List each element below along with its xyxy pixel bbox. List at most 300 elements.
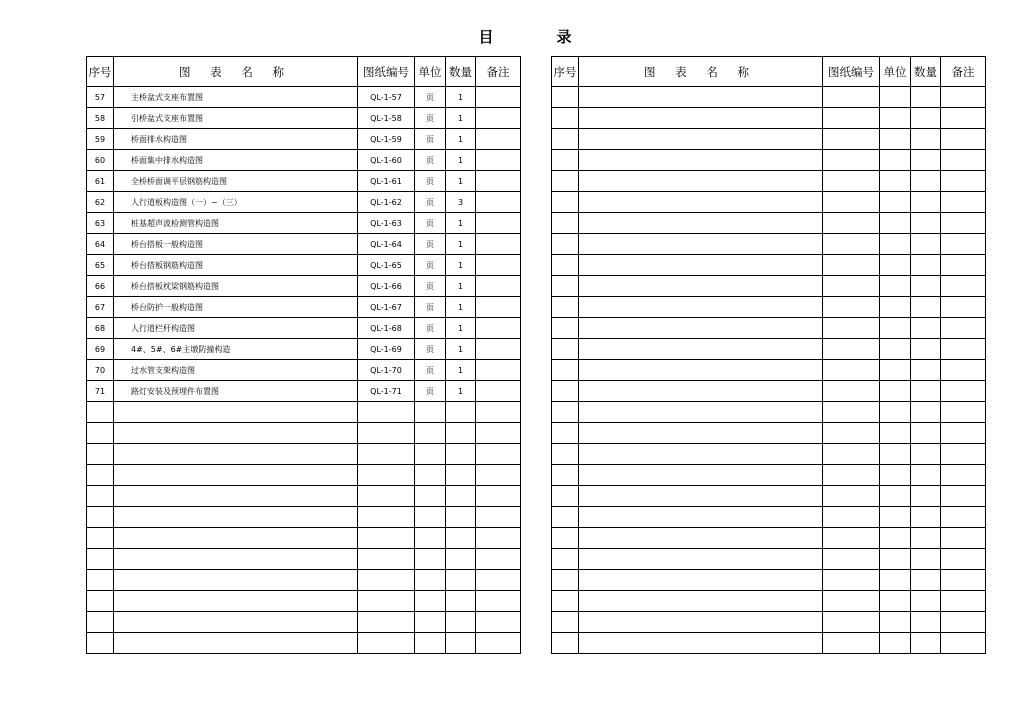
cell-name — [579, 192, 823, 213]
cell-drawing-no — [823, 633, 880, 654]
cell-remark — [941, 192, 986, 213]
cell-unit — [415, 591, 446, 612]
cell-seq — [552, 465, 579, 486]
cell-unit — [880, 528, 911, 549]
cell-qty: 1 — [446, 360, 476, 381]
cell-drawing-no: QL-1-70 — [358, 360, 415, 381]
cell-unit: 页 — [415, 129, 446, 150]
table-row — [87, 234, 521, 255]
cell-qty — [911, 486, 941, 507]
index-table-right — [551, 56, 986, 654]
table-row — [552, 591, 986, 612]
cell-name: 引桥盆式支座布置图 — [114, 108, 358, 129]
cell-name — [114, 444, 358, 465]
header-drawing-no: 图纸编号 — [358, 57, 415, 87]
cell-seq — [552, 339, 579, 360]
cell-unit — [880, 549, 911, 570]
cell-unit — [880, 150, 911, 171]
cell-name: 全桥桥面调平层钢筋构造图 — [114, 171, 358, 192]
cell-seq: 57 — [87, 87, 114, 108]
cell-qty — [446, 528, 476, 549]
cell-name: 桥台防护一般构造图 — [114, 297, 358, 318]
cell-unit — [880, 108, 911, 129]
cell-name: 桥台搭板枕梁钢筋构造图 — [114, 276, 358, 297]
cell-remark — [476, 108, 521, 129]
cell-remark — [941, 423, 986, 444]
cell-seq — [552, 87, 579, 108]
cell-remark — [476, 402, 521, 423]
cell-qty: 1 — [446, 234, 476, 255]
table-row — [552, 381, 986, 402]
table-row — [87, 87, 521, 108]
table-row — [552, 318, 986, 339]
cell-drawing-no — [358, 444, 415, 465]
cell-unit: 页 — [415, 171, 446, 192]
table-row — [87, 255, 521, 276]
cell-seq: 68 — [87, 318, 114, 339]
cell-name — [114, 528, 358, 549]
cell-remark — [476, 486, 521, 507]
cell-unit: 页 — [415, 339, 446, 360]
cell-drawing-no — [823, 171, 880, 192]
cell-seq — [87, 423, 114, 444]
table-row — [87, 465, 521, 486]
cell-remark — [941, 276, 986, 297]
table-row — [552, 444, 986, 465]
cell-seq — [87, 528, 114, 549]
table-row — [87, 297, 521, 318]
cell-remark — [941, 108, 986, 129]
cell-drawing-no: QL-1-65 — [358, 255, 415, 276]
cell-qty — [446, 570, 476, 591]
cell-remark — [941, 234, 986, 255]
cell-qty: 1 — [446, 297, 476, 318]
cell-qty — [911, 129, 941, 150]
cell-qty: 1 — [446, 255, 476, 276]
table-row — [552, 360, 986, 381]
table-row — [552, 150, 986, 171]
cell-qty: 1 — [446, 87, 476, 108]
cell-drawing-no — [358, 486, 415, 507]
cell-name — [579, 255, 823, 276]
cell-drawing-no — [823, 318, 880, 339]
cell-seq — [552, 192, 579, 213]
cell-qty — [911, 108, 941, 129]
cell-qty: 1 — [446, 129, 476, 150]
cell-qty — [911, 297, 941, 318]
cell-unit — [880, 591, 911, 612]
cell-remark — [941, 402, 986, 423]
table-row — [87, 360, 521, 381]
cell-name — [579, 507, 823, 528]
cell-remark — [941, 486, 986, 507]
cell-name — [579, 276, 823, 297]
cell-drawing-no — [823, 276, 880, 297]
cell-name — [114, 423, 358, 444]
cell-qty: 1 — [446, 108, 476, 129]
cell-remark — [476, 171, 521, 192]
header-row — [552, 57, 986, 87]
cell-remark — [941, 465, 986, 486]
cell-seq — [87, 444, 114, 465]
cell-seq — [552, 528, 579, 549]
cell-qty — [911, 360, 941, 381]
table-row — [87, 381, 521, 402]
cell-seq: 58 — [87, 108, 114, 129]
cell-drawing-no — [823, 213, 880, 234]
cell-drawing-no: QL-1-59 — [358, 129, 415, 150]
cell-qty — [911, 507, 941, 528]
cell-seq — [552, 150, 579, 171]
cell-seq: 67 — [87, 297, 114, 318]
cell-seq — [552, 213, 579, 234]
table-row — [87, 528, 521, 549]
cell-name: 过水管支架构造图 — [114, 360, 358, 381]
table-row — [87, 486, 521, 507]
cell-remark — [941, 549, 986, 570]
table-row — [87, 444, 521, 465]
cell-drawing-no: QL-1-63 — [358, 213, 415, 234]
cell-seq: 69 — [87, 339, 114, 360]
cell-name: 主桥盆式支座布置图 — [114, 87, 358, 108]
cell-drawing-no: QL-1-60 — [358, 150, 415, 171]
cell-qty — [911, 339, 941, 360]
cell-remark — [941, 318, 986, 339]
cell-seq — [552, 402, 579, 423]
cell-remark — [476, 87, 521, 108]
cell-qty — [911, 381, 941, 402]
header-seq: 序号 — [552, 57, 579, 87]
cell-seq — [552, 318, 579, 339]
cell-drawing-no — [358, 402, 415, 423]
cell-remark — [476, 549, 521, 570]
cell-unit — [880, 381, 911, 402]
table-row — [87, 549, 521, 570]
cell-unit — [880, 171, 911, 192]
cell-qty — [911, 465, 941, 486]
cell-name — [579, 213, 823, 234]
cell-remark — [476, 570, 521, 591]
cell-name — [579, 87, 823, 108]
cell-drawing-no: QL-1-58 — [358, 108, 415, 129]
cell-seq — [552, 486, 579, 507]
cell-unit — [415, 570, 446, 591]
cell-unit — [880, 612, 911, 633]
cell-name: 桥面集中排水构造图 — [114, 150, 358, 171]
cell-drawing-no — [823, 381, 880, 402]
table-row — [552, 423, 986, 444]
cell-name: 4#、5#、6#主墩防撞构造 — [114, 339, 358, 360]
table-row — [87, 633, 521, 654]
cell-remark — [941, 339, 986, 360]
header-unit: 单位 — [880, 57, 911, 87]
table-row — [552, 297, 986, 318]
cell-seq — [552, 171, 579, 192]
cell-drawing-no: QL-1-66 — [358, 276, 415, 297]
cell-drawing-no — [823, 612, 880, 633]
cell-drawing-no — [358, 549, 415, 570]
table-row — [552, 507, 986, 528]
cell-qty — [911, 234, 941, 255]
table-row — [87, 612, 521, 633]
cell-remark — [941, 444, 986, 465]
cell-drawing-no: QL-1-62 — [358, 192, 415, 213]
cell-qty — [911, 423, 941, 444]
cell-unit — [880, 213, 911, 234]
cell-name — [114, 612, 358, 633]
cell-qty — [911, 528, 941, 549]
cell-remark — [476, 612, 521, 633]
cell-remark — [941, 381, 986, 402]
cell-remark — [476, 318, 521, 339]
cell-seq — [87, 507, 114, 528]
cell-unit: 页 — [415, 255, 446, 276]
cell-unit — [415, 507, 446, 528]
header-unit: 单位 — [415, 57, 446, 87]
table-row — [552, 87, 986, 108]
cell-unit — [415, 486, 446, 507]
cell-name — [579, 612, 823, 633]
cell-name — [579, 150, 823, 171]
cell-remark — [941, 612, 986, 633]
cell-drawing-no: QL-1-71 — [358, 381, 415, 402]
cell-seq — [552, 423, 579, 444]
cell-unit — [880, 129, 911, 150]
cell-unit: 页 — [415, 276, 446, 297]
table-row — [87, 402, 521, 423]
table-row — [87, 276, 521, 297]
cell-qty — [446, 507, 476, 528]
table-row — [87, 108, 521, 129]
cell-qty — [446, 612, 476, 633]
cell-remark — [476, 633, 521, 654]
cell-qty — [911, 591, 941, 612]
cell-unit: 页 — [415, 297, 446, 318]
cell-drawing-no — [823, 507, 880, 528]
cell-qty — [446, 423, 476, 444]
cell-qty: 1 — [446, 213, 476, 234]
cell-unit — [415, 444, 446, 465]
cell-unit — [880, 339, 911, 360]
cell-drawing-no — [358, 612, 415, 633]
cell-seq — [552, 297, 579, 318]
table-row — [552, 465, 986, 486]
cell-seq — [87, 402, 114, 423]
cell-name — [114, 549, 358, 570]
cell-qty — [911, 318, 941, 339]
cell-qty: 1 — [446, 318, 476, 339]
cell-name — [114, 465, 358, 486]
cell-name — [114, 486, 358, 507]
cell-seq: 62 — [87, 192, 114, 213]
cell-qty — [911, 213, 941, 234]
cell-seq — [552, 129, 579, 150]
cell-name — [579, 486, 823, 507]
cell-remark — [476, 234, 521, 255]
cell-remark — [941, 213, 986, 234]
cell-seq: 70 — [87, 360, 114, 381]
cell-name — [114, 507, 358, 528]
table-row — [552, 108, 986, 129]
cell-unit: 页 — [415, 360, 446, 381]
cell-unit — [880, 570, 911, 591]
cell-name: 桥台搭板一般构造图 — [114, 234, 358, 255]
table-row — [87, 507, 521, 528]
cell-remark — [476, 150, 521, 171]
cell-qty — [446, 402, 476, 423]
cell-unit — [415, 612, 446, 633]
cell-unit — [880, 360, 911, 381]
cell-unit — [880, 507, 911, 528]
cell-seq — [87, 486, 114, 507]
cell-seq — [552, 444, 579, 465]
cell-drawing-no — [823, 108, 880, 129]
cell-qty — [446, 549, 476, 570]
cell-unit — [415, 402, 446, 423]
cell-seq — [552, 507, 579, 528]
cell-name — [579, 528, 823, 549]
cell-remark — [476, 591, 521, 612]
cell-seq — [552, 591, 579, 612]
table-row — [552, 129, 986, 150]
cell-unit — [880, 87, 911, 108]
cell-unit — [880, 234, 911, 255]
cell-qty — [911, 570, 941, 591]
cell-remark — [476, 423, 521, 444]
cell-qty — [911, 444, 941, 465]
cell-qty: 1 — [446, 339, 476, 360]
table-row — [552, 213, 986, 234]
header-seq: 序号 — [87, 57, 114, 87]
cell-seq — [552, 612, 579, 633]
cell-seq — [552, 276, 579, 297]
page-title: 目 录 — [478, 28, 596, 46]
cell-name — [114, 402, 358, 423]
cell-seq: 59 — [87, 129, 114, 150]
cell-name: 桥面排水构造图 — [114, 129, 358, 150]
cell-name — [579, 549, 823, 570]
cell-unit — [880, 444, 911, 465]
cell-seq — [87, 612, 114, 633]
cell-drawing-no — [823, 297, 880, 318]
cell-drawing-no — [823, 591, 880, 612]
cell-unit: 页 — [415, 318, 446, 339]
cell-drawing-no — [823, 570, 880, 591]
cell-name — [579, 297, 823, 318]
cell-seq — [552, 633, 579, 654]
cell-unit: 页 — [415, 192, 446, 213]
cell-drawing-no — [358, 507, 415, 528]
cell-remark — [941, 87, 986, 108]
cell-seq — [552, 108, 579, 129]
cell-qty — [911, 171, 941, 192]
cell-name — [114, 570, 358, 591]
cell-qty: 1 — [446, 381, 476, 402]
cell-qty — [446, 633, 476, 654]
cell-name — [579, 633, 823, 654]
cell-drawing-no — [823, 549, 880, 570]
cell-unit — [880, 423, 911, 444]
cell-unit: 页 — [415, 150, 446, 171]
header-row — [87, 57, 521, 87]
cell-name — [579, 423, 823, 444]
cell-drawing-no — [823, 360, 880, 381]
cell-unit: 页 — [415, 234, 446, 255]
table-row — [552, 549, 986, 570]
cell-qty — [911, 192, 941, 213]
cell-qty — [446, 444, 476, 465]
cell-qty — [911, 150, 941, 171]
cell-seq — [552, 549, 579, 570]
cell-drawing-no — [358, 528, 415, 549]
table-row — [87, 423, 521, 444]
cell-qty — [446, 465, 476, 486]
cell-seq — [552, 255, 579, 276]
cell-drawing-no — [358, 570, 415, 591]
cell-remark — [476, 276, 521, 297]
cell-remark — [476, 339, 521, 360]
cell-qty — [911, 549, 941, 570]
cell-drawing-no: QL-1-61 — [358, 171, 415, 192]
cell-seq: 66 — [87, 276, 114, 297]
header-remark: 备注 — [476, 57, 521, 87]
cell-seq: 64 — [87, 234, 114, 255]
table-row — [552, 171, 986, 192]
cell-seq — [552, 381, 579, 402]
header-qty: 数量 — [911, 57, 941, 87]
table-row — [87, 570, 521, 591]
cell-remark — [476, 465, 521, 486]
cell-name — [579, 171, 823, 192]
cell-unit — [880, 192, 911, 213]
table-row — [87, 171, 521, 192]
header-name: 图 表 名 称 — [579, 57, 823, 87]
cell-name — [579, 444, 823, 465]
cell-drawing-no — [823, 150, 880, 171]
cell-remark — [941, 255, 986, 276]
cell-unit — [415, 633, 446, 654]
cell-seq — [552, 360, 579, 381]
cell-name — [579, 318, 823, 339]
cell-drawing-no: QL-1-64 — [358, 234, 415, 255]
cell-drawing-no — [823, 87, 880, 108]
cell-seq — [87, 591, 114, 612]
table-row — [87, 129, 521, 150]
cell-remark — [941, 570, 986, 591]
cell-remark — [476, 507, 521, 528]
table-row — [552, 612, 986, 633]
cell-remark — [941, 633, 986, 654]
table-row — [87, 213, 521, 234]
cell-seq: 61 — [87, 171, 114, 192]
cell-remark — [941, 528, 986, 549]
cell-seq — [87, 549, 114, 570]
cell-seq: 71 — [87, 381, 114, 402]
cell-seq: 63 — [87, 213, 114, 234]
cell-remark — [476, 360, 521, 381]
cell-qty — [911, 633, 941, 654]
cell-unit: 页 — [415, 381, 446, 402]
cell-remark — [941, 171, 986, 192]
cell-drawing-no — [823, 192, 880, 213]
cell-drawing-no — [358, 465, 415, 486]
cell-unit — [880, 486, 911, 507]
cell-drawing-no: QL-1-68 — [358, 318, 415, 339]
cell-name — [579, 129, 823, 150]
cell-remark — [941, 507, 986, 528]
cell-unit — [880, 276, 911, 297]
index-table-left — [86, 56, 521, 654]
